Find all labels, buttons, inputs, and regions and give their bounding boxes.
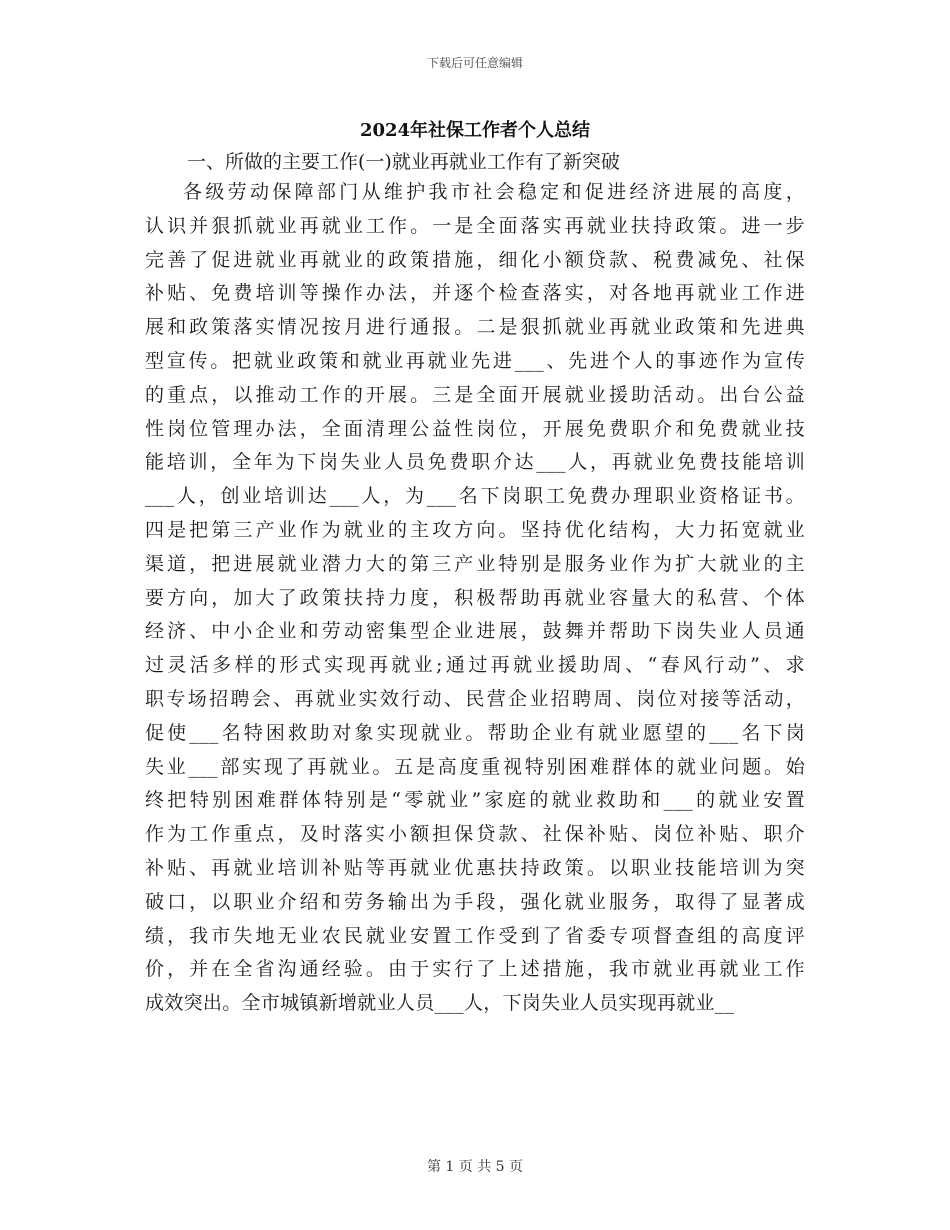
body-line: 补贴、再就业培训补贴等再就业优惠扶持政策。以职业技能培训为突 [145, 856, 805, 879]
body-line: 认识并狠抓就业再就业工作。一是全面落实再就业扶持政策。进一步 [145, 214, 805, 237]
page-header-note: 下载后可任意编辑 [426, 56, 523, 70]
body-line: 经济、中小企业和劳动密集型企业进展，鼓舞并帮助下岗失业人员通 [145, 620, 805, 643]
document-title: 2024年社保工作者个人总结 [359, 120, 591, 141]
body-paragraph [145, 176, 805, 1021]
section-heading: 一、所做的主要工作(一)就业再就业工作有了新突破 [187, 151, 620, 173]
body-line: 终把特别困难群体特别是“零就业”家庭的就业救助和___的就业安置 [145, 789, 805, 812]
body-line: 成效突出。全市城镇新增就业人员___人，下岗失业人员实现再就业__ [145, 992, 735, 1015]
body-line: ___人，创业培训达___人，为___名下岗职工免费办理职业资格证书。 [145, 485, 805, 508]
body-line: 能培训，全年为下岗失业人员免费职介达___人，再就业免费技能培训 [145, 451, 805, 474]
body-line: 职专场招聘会、再就业实效行动、民营企业招聘周、岗位对接等活动， [145, 687, 805, 710]
body-line: 要方向，加大了政策扶持力度，积极帮助再就业容量大的私营、个体 [145, 586, 805, 609]
body-line: 完善了促进就业再就业的政策措施，细化小额贷款、税费减免、社保 [145, 248, 805, 271]
body-line: 促使___名特困救助对象实现就业。帮助企业有就业愿望的___名下岗 [145, 721, 805, 744]
body-line: 价，并在全省沟通经验。由于实行了上述措施，我市就业再就业工作 [145, 958, 805, 981]
body-line: 各级劳动保障部门从维护我市社会稳定和促进经济进展的高度， [183, 181, 805, 203]
body-line: 补贴、免费培训等操作办法，并逐个检查落实，对各地再就业工作进 [145, 282, 805, 305]
page-number-indicator: 第 1 页 共 5 页 [426, 1159, 524, 1175]
body-line: 绩，我市失地无业农民就业安置工作受到了省委专项督查组的高度评 [145, 924, 805, 947]
body-line: 展和政策落实情况按月进行通报。二是狠抓就业再就业政策和先进典 [145, 316, 805, 339]
body-line: 渠道，把进展就业潜力大的第三产业特别是服务业作为扩大就业的主 [145, 552, 805, 575]
body-line: 四是把第三产业作为就业的主攻方向。坚持优化结构，大力拓宽就业 [145, 518, 805, 541]
body-line: 破口，以职业介绍和劳务输出为手段，强化就业服务，取得了显著成 [145, 890, 805, 913]
body-line: 性岗位管理办法，全面清理公益性岗位，开展免费职介和免费就业技 [145, 417, 805, 440]
body-line: 过灵活多样的形式实现再就业;通过再就业援助周、“春风行动”、求 [145, 654, 805, 677]
body-line: 失业___部实现了再就业。五是高度重视特别困难群体的就业问题。始 [145, 755, 805, 778]
body-line: 的重点，以推动工作的开展。三是全面开展就业援助活动。出台公益 [145, 383, 805, 406]
body-line: 型宣传。把就业政策和就业再就业先进___、先进个人的事迹作为宣传 [145, 349, 805, 372]
body-line: 作为工作重点，及时落实小额担保贷款、社保补贴、岗位补贴、职介 [145, 823, 805, 846]
